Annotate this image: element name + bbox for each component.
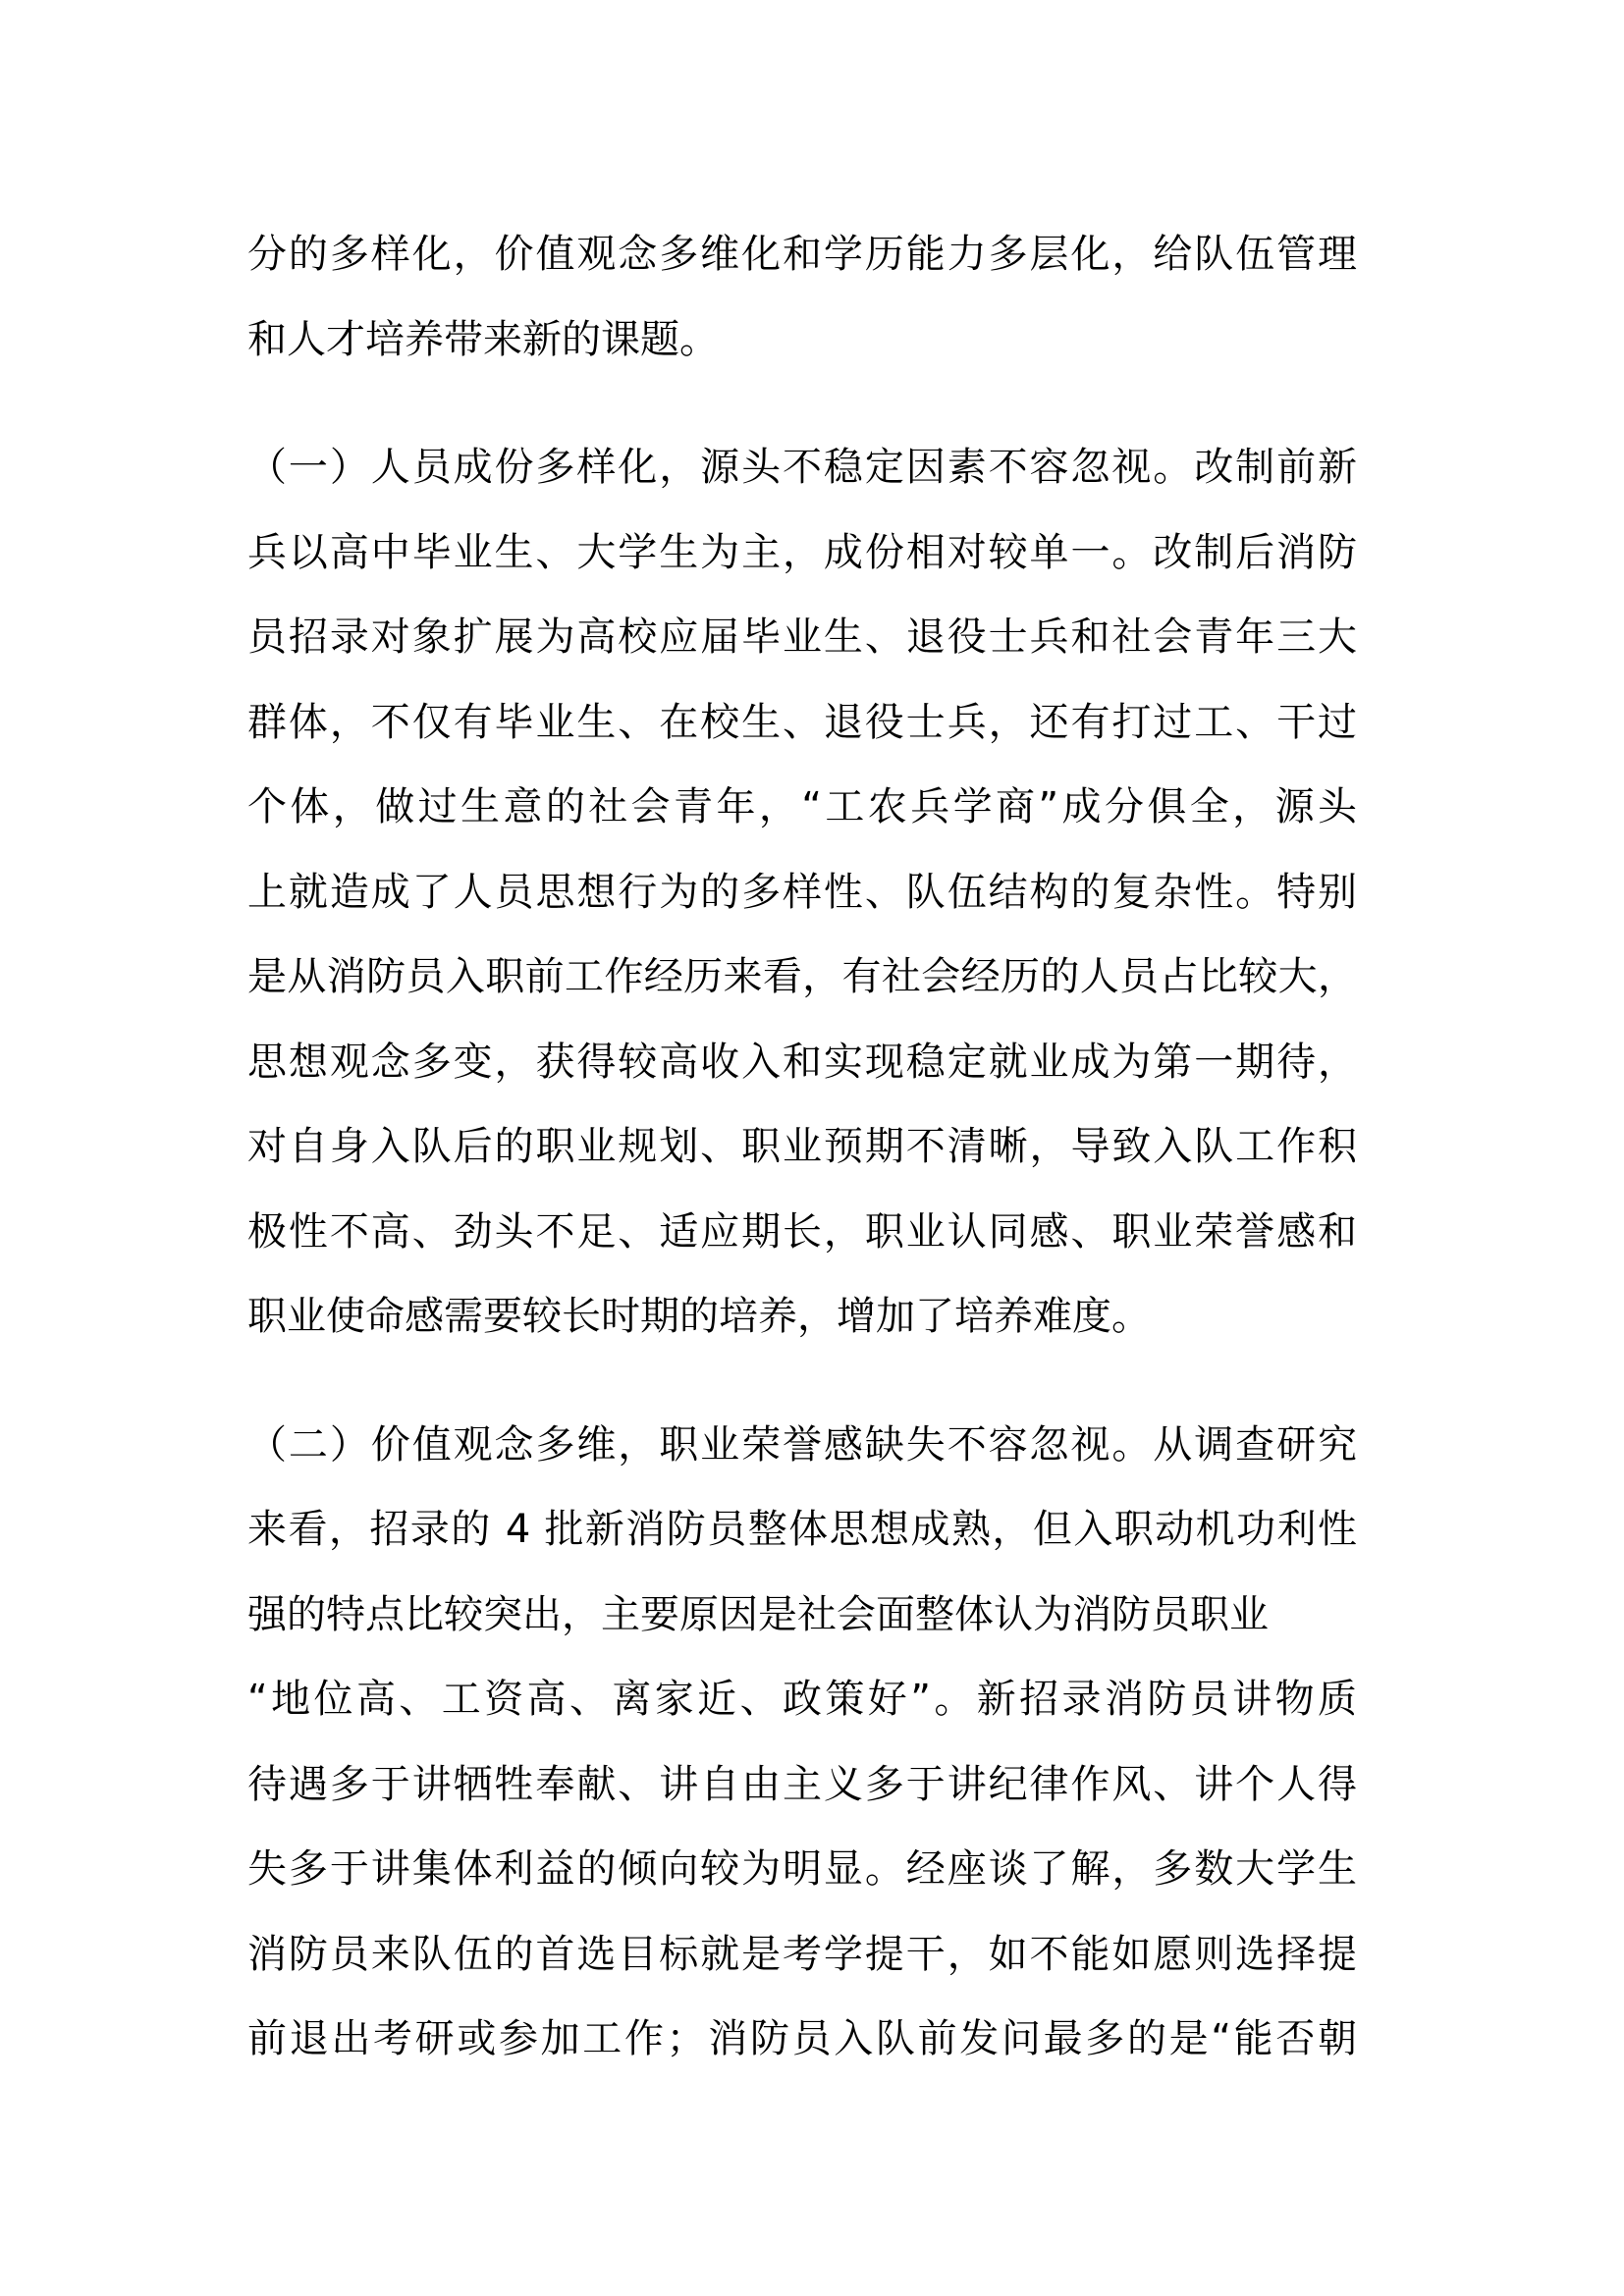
paragraph-section-2 xyxy=(247,1403,1357,2082)
text-line: 分的多样化，价值观念多维化和学历能力多层化，给队伍管理 xyxy=(247,232,1357,277)
section-heading-line: （二）价值观念多维，职业荣誉感缺失不容忽视。从调查研究 xyxy=(247,1421,1357,1468)
text-line: 失多于讲集体利益的倾向较为明显。经座谈了解，多数大学生 xyxy=(247,1846,1357,1892)
document-page xyxy=(247,212,1357,2125)
text-line: 思想观念多变，获得较高收入和实现稳定就业成为第一期待， xyxy=(247,1039,1357,1085)
text-line: 来看，招录的 4 批新消防员整体思想成熟，但入职动机功利性 xyxy=(247,1507,1357,1552)
section-heading-line: （一）人员成份多样化，源头不稳定因素不容忽视。改制前新 xyxy=(247,445,1357,490)
text-line: 员招录对象扩展为高校应届毕业生、退役士兵和社会青年三大 xyxy=(247,614,1357,660)
paragraph-intro-continuation xyxy=(247,212,1357,382)
text-line: 强的特点比较突出，主要原因是社会面整体认为消防员职业 xyxy=(247,1591,1269,1637)
text-line: 兵以高中毕业生、大学生为主，成份相对较单一。改制后消防 xyxy=(247,529,1357,575)
text-line: 个体，做过生意的社会青年，“工农兵学商”成分俱全，源头 xyxy=(247,784,1357,829)
text-line: 待遇多于讲牺牲奉献、讲自由主义多于讲纪律作风、讲个人得 xyxy=(247,1761,1357,1807)
text-line: 极性不高、劲头不足、适应期长，职业认同感、职业荣誉感和 xyxy=(247,1208,1357,1255)
text-line: 是从消防员入职前工作经历来看，有社会经历的人员占比较大， xyxy=(247,954,1357,999)
text-line: 消防员来队伍的首选目标就是考学提干，如不能如愿则选择提 xyxy=(247,1931,1357,1977)
text-line: 职业使命感需要较长时期的培养，增加了培养难度。 xyxy=(247,1294,1151,1339)
text-line: 前退出考研或参加工作；消防员入队前发问最多的是“能否朝 xyxy=(247,2016,1357,2061)
text-line: “地位高、工资高、离家近、政策好”。新招录消防员讲物质 xyxy=(247,1677,1357,1722)
text-line: 群体，不仅有毕业生、在校生、退役士兵，还有打过工、干过 xyxy=(247,699,1357,745)
text-line: 对自身入队后的职业规划、职业预期不清晰，导致入队工作积 xyxy=(247,1124,1357,1169)
text-line: 上就造成了人员思想行为的多样性、队伍结构的复杂性。特别 xyxy=(247,869,1357,915)
paragraph-section-1 xyxy=(247,425,1357,1360)
text-line: 和人才培养带来新的课题。 xyxy=(247,316,719,362)
